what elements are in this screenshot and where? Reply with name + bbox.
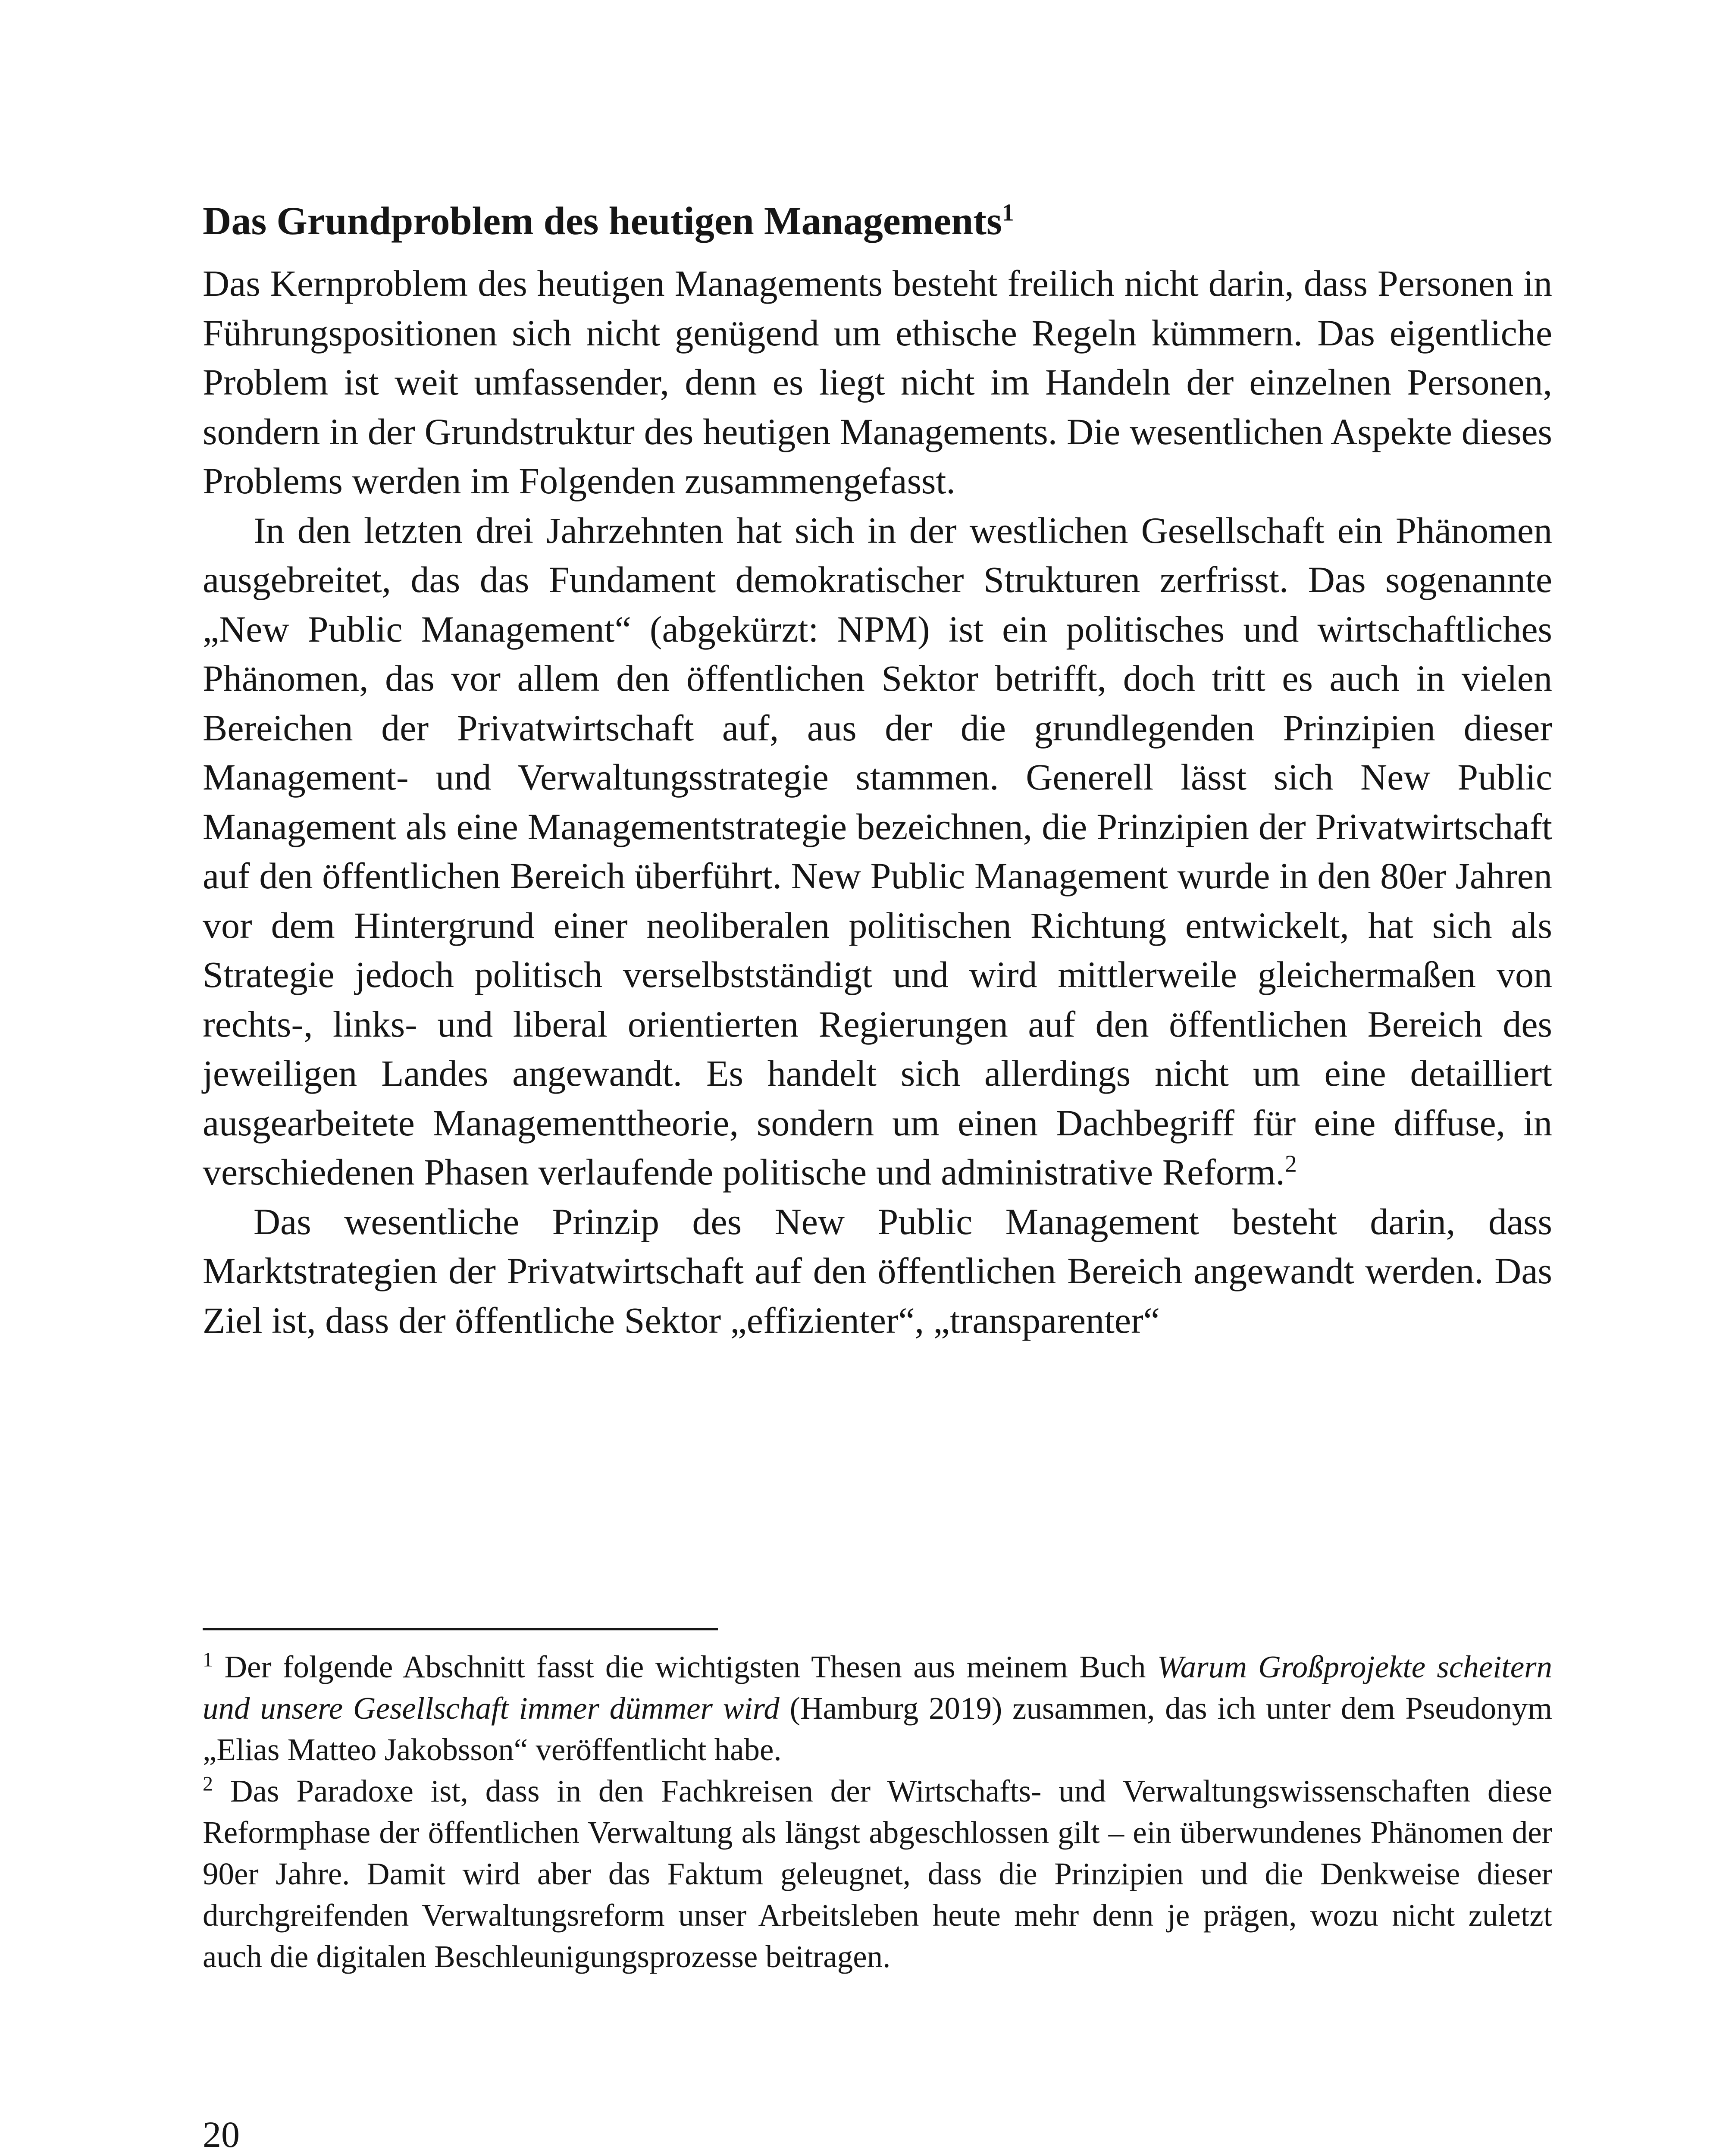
footnote-2-text: Das Paradoxe ist, dass in den Fachkreisen der Wirtschafts- und Verwaltungswissenschaften diese Reformphase der öffentlichen Verwaltung als längst abgeschlossen gilt – ein überwundenes Phänomen der 90er Jahre. Damit wird aber das Faktum geleugnet, dass die Prinzipien und die Denkweise dieser durchgreifenden Verwaltungsreform unser Arbeitsleben heute mehr denn je prägen, wozu nicht zuletzt auch die digitalen Beschleunigungsprozesse beitragen. (203, 1774, 1552, 1974)
footnote-2-number: 2 (203, 1772, 213, 1796)
footnote-1-text-after: (Hamburg 2019) zusammen, das ich unter dem Pseudonym „Elias Matteo Jakobsson“ veröffentlicht habe. (203, 1691, 1553, 1767)
section-heading-text: Das Grundproblem des heutigen Managements (203, 199, 1002, 243)
footnote-1-text-before: Der folgende Abschnitt fasst die wichtigsten Thesen aus meinem Buch (224, 1649, 1146, 1684)
footnote-1-number: 1 (203, 1648, 213, 1671)
footnotes (203, 1646, 1552, 1977)
paragraph-3: Das wesentliche Prinzip des New Public Management besteht darin, dass Marktstrategien der Privatwirtschaft auf den öffentlichen Bereich angewandt werden. Das Ziel ist, dass der öffentliche Sektor „effizienter“, „transparenter“ (203, 1200, 1552, 1341)
footnote-ref-1: 1 (1002, 199, 1014, 226)
footnote-1 (203, 1646, 1552, 1771)
page-number: 20 (203, 2114, 240, 2155)
paragraph-2-text: In den letzten drei Jahrzehnten hat sich in der westlichen Gesellschaft ein Phänomen ausgebreitet, das das Fundament demokratischer Strukturen zerfrisst. Das sogenannte „New Public Management“ (abgekürzt: NPM) ist ein politisches und wirtschaftliches Phänomen, das vor allem den öffentlichen Sektor betrifft, doch tritt es auch in vielen Bereichen der Privatwirtschaft auf, aus der die grundlegenden Prinzipien dieser Management- und Verwaltungsstrategie stammen. Generell lässt sich New Public Management als eine Managementstrategie bezeichnen, die Prinzipien der Privatwirtschaft auf den öffentlichen Bereich überführt. New Public Management wurde in den 80er Jahren vor dem Hintergrund einer neoliberalen politischen Richtung entwickelt, hat sich als Strategie jedoch politisch verselbstständigt und wird mittlerweile gleichermaßen von rechts-, links- und liberal orientierten Regierungen auf den öffentlichen Bereich des jeweiligen Landes angewandt. Es handelt sich allerdings nicht um eine detailliert ausgearbeitete Managementtheorie, sondern um einen Dachbegriff für eine diffuse, in verschiedenen Phasen verlaufende politische und administrative Reform. (203, 509, 1552, 1193)
paragraph-1: Das Kernproblem des heutigen Managements besteht freilich nicht darin, dass Personen in Führungspositionen sich nicht genügend um ethische Regeln kümmern. Das eigentliche Problem ist weit umfassender, denn es liegt nicht im Handeln der einzelnen Personen, sondern in der Grundstruktur des heutigen Managements. Die wesentlichen Aspekte dieses Problems werden im Folgenden zusammengefasst. (203, 263, 1552, 501)
footnote-ref-2: 2 (1284, 1150, 1297, 1178)
footnote-1-book-title: Warum Großprojekte scheitern und unsere Gesellschaft immer dümmer wird (203, 1649, 1553, 1726)
body-text (203, 259, 1552, 1345)
section-heading (203, 195, 1552, 247)
footnote-separator (203, 1628, 718, 1630)
footnote-2 (203, 1771, 1552, 1977)
paragraph-2 (203, 506, 1552, 1197)
